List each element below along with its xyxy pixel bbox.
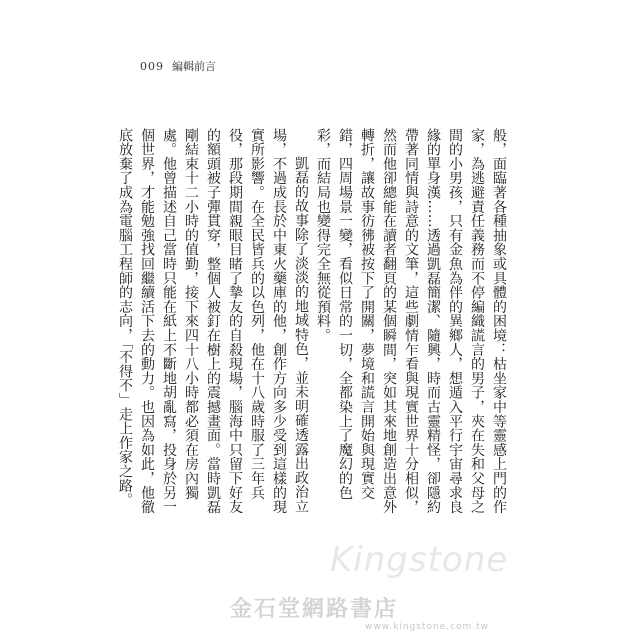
watermark-script: Kingstone	[330, 540, 509, 580]
section-title: 編輯前言	[172, 60, 216, 73]
paragraph-1: 般，面臨著各種抽象或具體的困境：枯坐家中等靈感上門的作家，為逃避責任義務而不停編織謊言的男子，夾在失和父母之間的小男孩，只有金魚為伴的異鄉人，想遁入平行宇宙尋求良緣的單身漢……透過凱磊簡潔、隨興，時而古靈精怪，卻隱約帶著同情與詩意的文筆，這些劇情乍看與現實世界十分相似，然而他卻總能在讀者翻頁的某個瞬間，突如其來地創造出意外轉折，讓故事彷彿被按下了開關，夢境和謊言開始與現實交錯，四周場景一變，看似日常的一切，全都染上了魔幻的色彩，而結局也變得完全無從預料。	[315, 128, 507, 515]
page-header	[140, 58, 216, 74]
page-number: 009	[140, 60, 164, 73]
watermark-store-name: 金石堂網路書店	[230, 596, 399, 622]
paragraph-2: 凱磊的故事除了淡淡的地域特色，並未明確透露出政治立場，不過成長於中東火藥庫的他，創作方向多少受到這樣的現實所影響。在全民皆兵的以色列，他在十八歲時服了三年兵役，那段期間親眼目睹了摯友的自殺現場，腦海中只留下好友的額頭被子彈貫穿，整個人被釘在樹上的震撼畫面。當時凱磊剛結束十二小時的值勤，接下來四十八小時都必須在房內獨處。他曾描述自己當時只能在紙上不斷地胡亂寫，投身於另一個世界，才能勉強找回繼續活下去的動力。也因為如此，他徹底放棄了成為電腦工程師的志向，「不得不」走上作家之路。	[117, 128, 309, 515]
body-text	[117, 128, 510, 528]
watermark-url: www.kingstone.com.tw	[365, 622, 490, 632]
